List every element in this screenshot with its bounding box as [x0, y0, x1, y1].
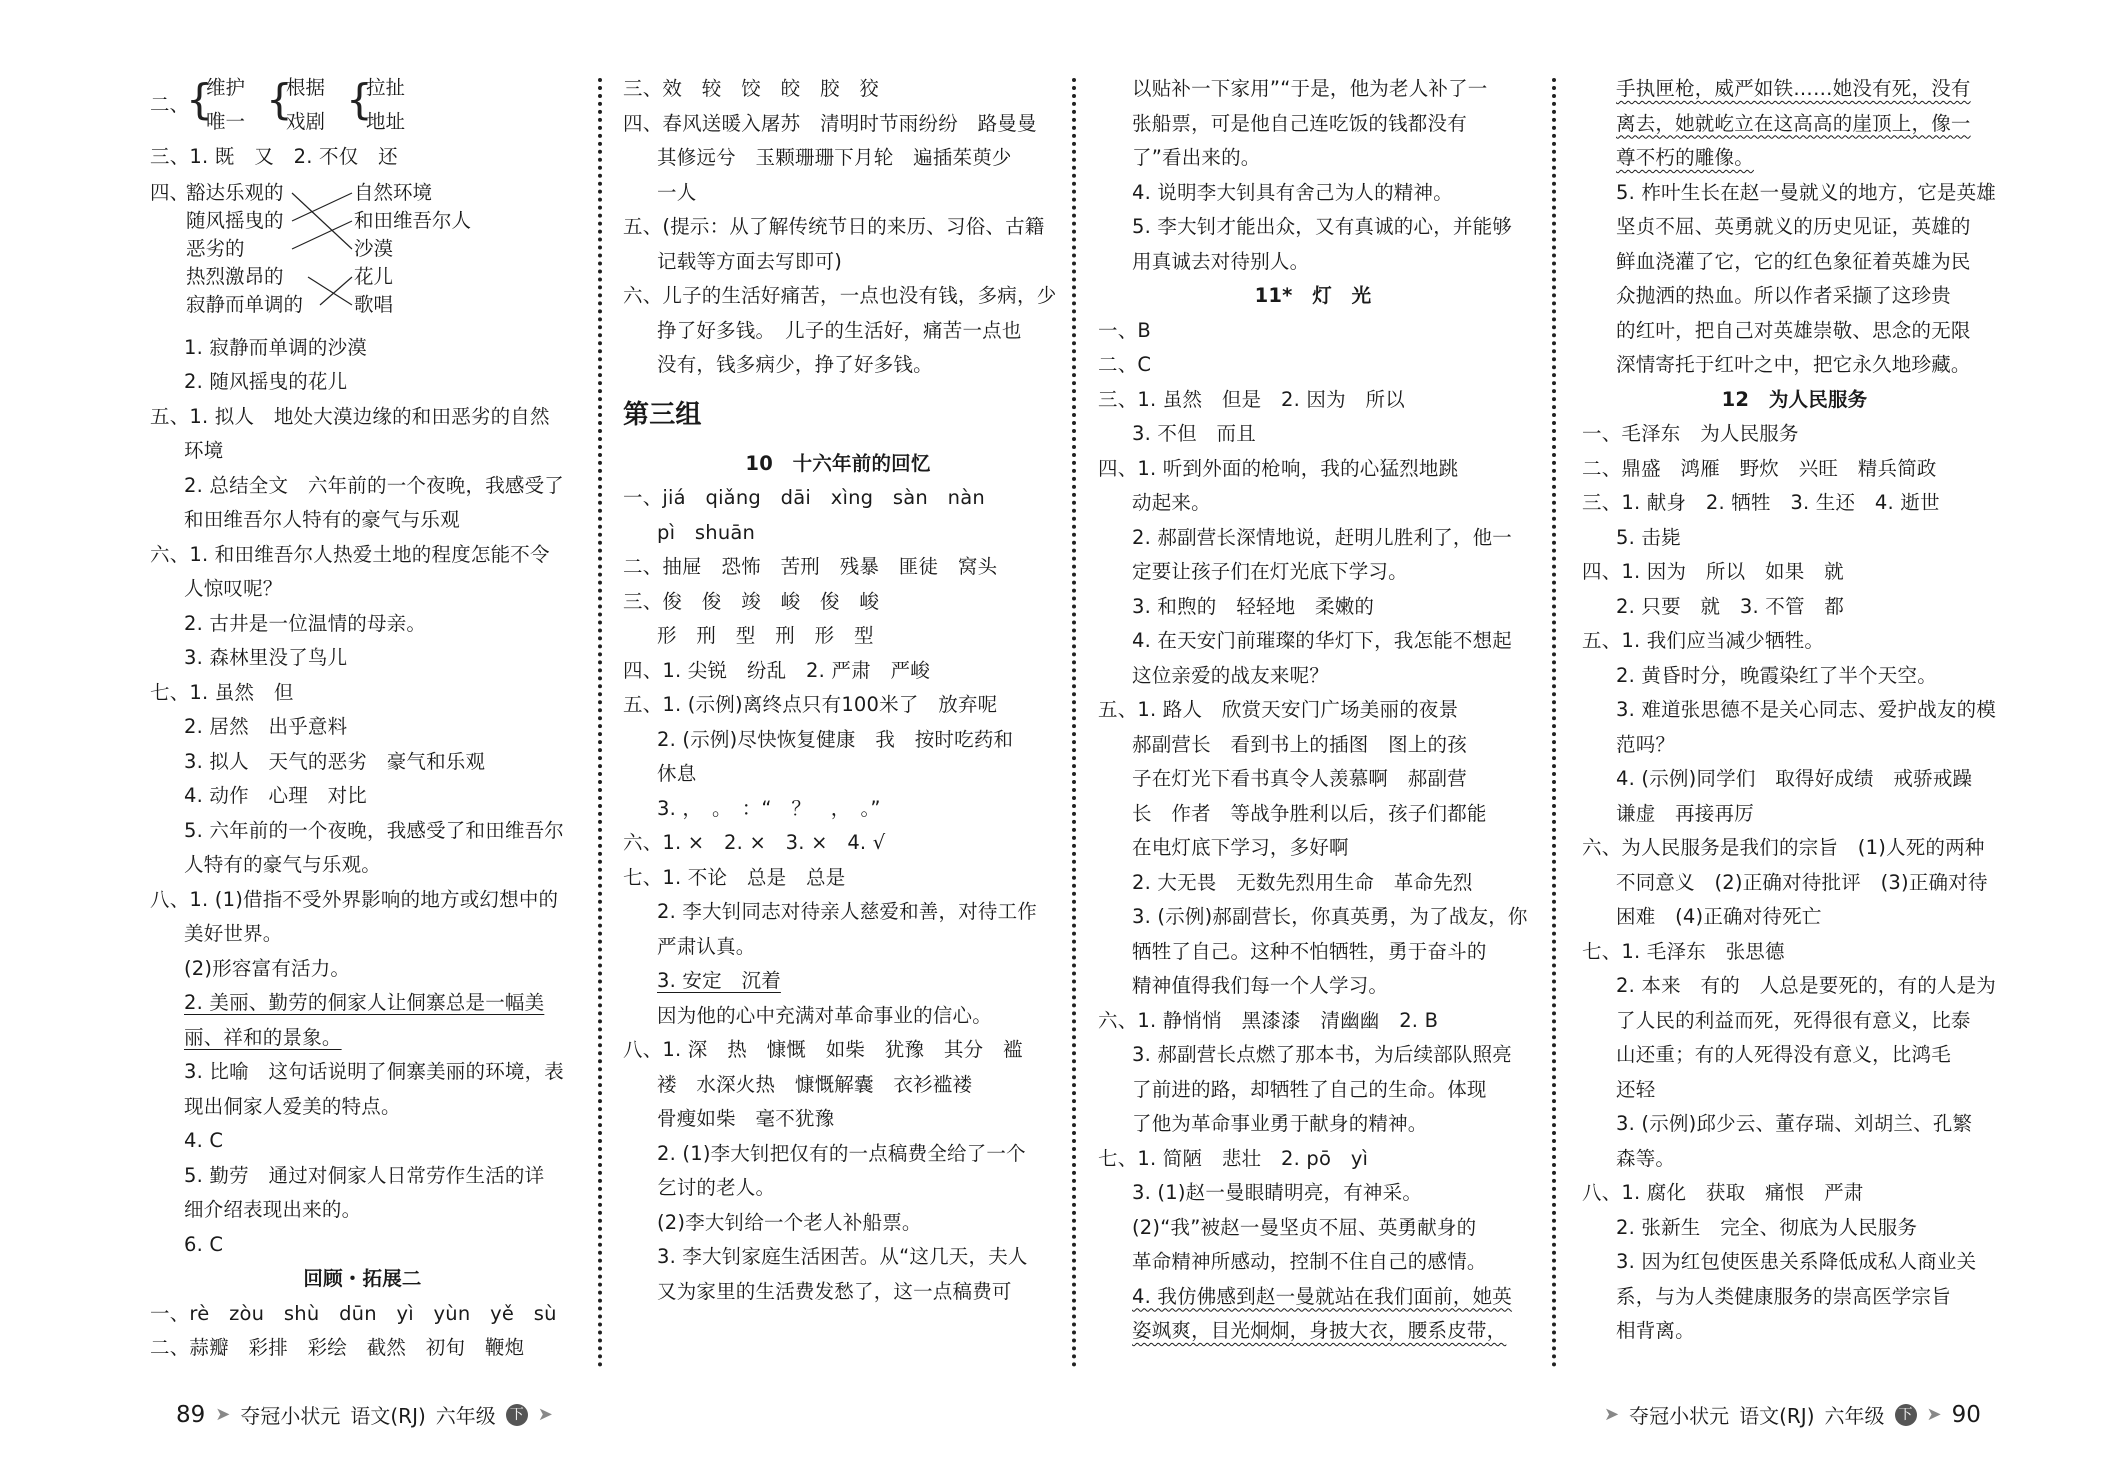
col4-lines	[1582, 72, 2007, 1349]
col3-lines	[1098, 72, 1528, 1349]
answer-line: 2. (示例)尽快恢复健康 我 按时吃药和	[657, 727, 1014, 751]
answer-line: 挣了好多钱。 儿子的生活好，痛苦一点也	[657, 318, 1022, 342]
answer-line: 革命精神所感动，控制不住自己的感情。	[1132, 1250, 1487, 1273]
column-1	[150, 72, 575, 1372]
column-divider-3	[1552, 78, 1556, 1368]
subject-right: 语文(RJ)	[1739, 1404, 1815, 1428]
answer-line: (2)“我”被赵一曼坚贞不屈、英勇献身的	[1132, 1215, 1477, 1239]
answer-line: 了前进的路，却牺牲了自己的生命。体现	[1132, 1077, 1487, 1101]
answer-line: 精神值得我们每一个人学习。	[1132, 974, 1389, 997]
answer-line: 因为他的心中充满对革命事业的信心。	[657, 1003, 992, 1027]
underlined-answer: 2. 美丽、勤劳的侗家人让侗寨总是一幅美	[184, 991, 545, 1014]
grade-left: 六年级	[435, 1404, 496, 1428]
answer-line: 4. C	[184, 1129, 224, 1152]
column-2	[623, 72, 1057, 1372]
answer-line: 以贴补一下家用”“于是，他为老人补了一	[1132, 77, 1488, 100]
answer-line: 三、俊 俊 竣 峻 俊 峻	[623, 589, 880, 613]
answer-line: 4. 说明李大钊具有舍己为人的精神。	[1132, 180, 1453, 204]
answer-line: 七、1. 简陋 悲壮 2. pō yì	[1098, 1146, 1369, 1170]
answer-line: 4. 在天安门前璀璨的华灯下，我怎能不想起	[1132, 629, 1513, 652]
matching-lines	[150, 175, 410, 331]
answer-line: 五、1. 拟人 地处大漠边缘的和田恶劣的自然	[150, 404, 550, 428]
answer-line: 骨瘦如柴 毫不犹豫	[657, 1107, 835, 1130]
answer-line: 乞讨的老人。	[657, 1176, 776, 1199]
answer-line: 长 作者 等战争胜利以后，孩子们都能	[1132, 801, 1487, 825]
answer-line: 2. (1)李大钊把仅有的一点稿费全给了一个	[657, 1141, 1026, 1165]
lesson-title: 12 为人民服务	[1721, 387, 1868, 411]
answer-line	[150, 986, 575, 1021]
answer-line: 又为家里的生活费发愁了，这一点稿费可	[657, 1279, 1012, 1303]
answer-line: 记载等方面去写即可)	[657, 249, 843, 273]
brace-1: {	[186, 75, 213, 124]
answer-line: 了”看出来的。	[1132, 146, 1261, 169]
match-left-1: 豁达乐观的	[186, 180, 284, 204]
answer-line: 3. 和煦的 轻轻地 柔嫩的	[1132, 594, 1375, 618]
answer-line: 相背离。	[1616, 1319, 1695, 1342]
brace-2: {	[266, 75, 293, 124]
underlined-answer: 丽、祥和的景象。	[184, 1025, 342, 1049]
answer-line: 六、1. 和田维吾尔人热爱土地的程度怎能不令	[150, 542, 550, 566]
q4-label: 四、	[150, 180, 190, 204]
answer-line: 形 刑 型 刑 形 型	[657, 624, 874, 647]
answer-line: 七、1. 毛泽东 张思德	[1582, 939, 1785, 963]
answer-line: 森等。	[1616, 1146, 1676, 1170]
q2-word-a: 维护	[206, 76, 246, 99]
brace-3: {	[346, 75, 373, 124]
answer-line: 六、1. 静悄悄 黑漆漆 清幽幽 2. B	[1098, 1008, 1439, 1032]
answer-line: 5. 李大钊才能出众，又有真诚的心，并能够	[1132, 215, 1513, 238]
answer-line: 坚贞不屈、英勇就义的历史见证，英雄的	[1616, 215, 1971, 238]
answer-line: 1. 寂静而单调的沙漠	[184, 335, 368, 359]
answer-line: 鲜血浇灌了它，它的红色象征着英雄为民	[1616, 249, 1971, 273]
lesson-title: 11* 灯 光	[1254, 284, 1372, 307]
answer-line: 七、1. 不论 总是 总是	[623, 865, 846, 889]
answer-line: 环境	[184, 439, 224, 462]
answer-line: 山还重；有的人死得没有意义，比鸿毛	[1616, 1043, 1951, 1066]
answer-line: 动起来。	[1132, 491, 1211, 514]
answer-line: 3. 比喻 这句话说明了侗寨美丽的环境，表	[184, 1060, 565, 1083]
answer-line: 美好世界。	[184, 922, 283, 945]
q2-word-c: 根据	[286, 76, 326, 99]
answer-line: 一人	[657, 180, 697, 204]
answer-line: 一、B	[1098, 318, 1151, 342]
match-right-5: 歌唱	[354, 292, 394, 316]
answer-line: 四、1. 听到外面的枪响，我的心猛烈地跳	[1098, 456, 1459, 480]
lesson-title: 10 十六年前的回忆	[745, 451, 931, 475]
answer-line: 三、1. 虽然 但是 2. 因为 所以	[1098, 387, 1405, 411]
chevron-right-icon: ➤	[1604, 1404, 1620, 1425]
page-number-right: 90	[1951, 1401, 1981, 1428]
answer-line: 子在灯光下看书真令人羡慕啊 郝副营	[1132, 767, 1467, 790]
answer-line: 七、1. 虽然 但	[150, 680, 294, 704]
answer-line: 2. 黄昏时分，晚霞染红了半个天空。	[1616, 663, 1937, 687]
match-right-2: 和田维吾尔人	[354, 208, 472, 232]
answer-line: 的红叶，把自己对英雄崇敬、思念的无限	[1616, 318, 1971, 342]
q2-word-b: 唯一	[206, 110, 246, 133]
answer-line: 还轻	[1616, 1077, 1656, 1101]
answer-line: 了他为革命事业勇于献身的精神。	[1132, 1112, 1428, 1135]
answer-line: 3. 李大钊家庭生活困苦。从“这几天，夫人	[657, 1245, 1028, 1268]
column-3	[1098, 72, 1528, 1372]
answer-line: 5. 勤劳 通过对侗家人日常劳作生活的详	[184, 1163, 545, 1187]
answer-line: 2. 古井是一位温情的母亲。	[184, 611, 427, 635]
answer-line: 在电灯底下学习，多好啊	[1132, 836, 1349, 859]
answer-line: 2. 大无畏 无数先烈用生命 革命先烈	[1132, 870, 1473, 894]
term-badge-right: 下	[1895, 1404, 1917, 1426]
answer-line: 2. 随风摇曳的花儿	[184, 370, 348, 393]
chevron-right-icon: ➤	[537, 1404, 553, 1425]
group-heading: 第三组	[623, 399, 702, 430]
answer-line: 人惊叹呢？	[184, 577, 283, 600]
underlined-answer: 3. 安定 沉着	[657, 969, 781, 992]
subject-left: 语文(RJ)	[350, 1404, 426, 1428]
answer-line: 张船票，可是他自己连吃饭的钱都没有	[1132, 111, 1467, 135]
answer-line: 褛 水深火热 慷慨解囊 衣衫褴褛	[657, 1072, 973, 1096]
q2-word-d: 戏剧	[286, 110, 326, 133]
answer-line	[150, 1021, 575, 1056]
answer-line: 困难 (4)正确对待死亡	[1616, 905, 1822, 928]
answer-line: 这位亲爱的战友来呢？	[1132, 663, 1330, 687]
answer-line: 5. 柞叶生长在赵一曼就义的地方，它是英雄	[1616, 180, 1997, 204]
answer-line: 众抛洒的热血。所以作者采撷了这珍贵	[1616, 284, 1951, 307]
footer-left	[176, 1400, 553, 1429]
answer-line: 3. 难道张思德不是关心同志、爱护战友的模	[1616, 698, 1997, 721]
column-divider-2	[1072, 78, 1076, 1368]
answer-line: 五、1. 路人 欣赏天安门广场美丽的夜景	[1098, 698, 1459, 721]
answer-line: 二、蒜瓣 彩排 彩绘 截然 初旬 鞭炮	[150, 1336, 525, 1359]
q2-brace-block	[150, 72, 575, 138]
answer-line: 三、效 较 饺 皎 胶 狡	[623, 77, 880, 100]
answer-line: 2. 总结全文 六年前的一个夜晚，我感受了	[184, 473, 565, 497]
answer-line: 3. (示例)邱少云、董存瑞、刘胡兰、孔繁	[1616, 1112, 1973, 1135]
answer-line: 2. 本来 有的 人总是要死的，有的人是为	[1616, 974, 1997, 997]
answer-line: 3. 拟人 天气的恶劣 豪气和乐观	[184, 749, 486, 773]
answer-line: 休息	[657, 762, 697, 785]
footer-right	[1604, 1400, 1981, 1429]
lesson-title: 回顾・拓展二	[303, 1267, 422, 1290]
answer-line: 郝副营长 看到书上的插图 图上的孩	[1132, 732, 1467, 756]
answer-line: 6. C	[184, 1232, 224, 1256]
q4-matching	[150, 175, 575, 331]
answer-line: 六、1. × 2. × 3. × 4. √	[623, 831, 886, 854]
answer-line: 2. 居然 出乎意料	[184, 715, 348, 738]
answer-line: 八、1. 腐化 获取 痛恨 严肃	[1582, 1181, 1864, 1204]
answer-line: 4. 动作 心理 对比	[184, 784, 368, 807]
wavy-underlined-answer: 手执匣枪，威严如铁……她没有死，没有	[1616, 77, 1971, 100]
match-left-3: 恶劣的	[186, 236, 245, 260]
answer-line: 3. 不但 而且	[1132, 422, 1256, 445]
answer-line: 二、C	[1098, 353, 1152, 376]
answer-line: 没有，钱多病少，挣了好多钱。	[657, 353, 933, 376]
match-right-1: 自然环境	[354, 180, 433, 204]
answer-line: 范吗？	[1616, 732, 1676, 756]
answer-line: (2)形容富有活力。	[184, 956, 351, 980]
answer-line: 深情寄托于红叶之中，把它永久地珍藏。	[1616, 353, 1971, 376]
chevron-right-icon: ➤	[1926, 1404, 1942, 1425]
answer-line: 2. 张新生 完全、彻底为人民服务	[1616, 1215, 1918, 1239]
answer-line: 细介绍表现出来的。	[184, 1198, 362, 1221]
page-number-left: 89	[176, 1401, 206, 1428]
answer-line: 5. 击毙	[1616, 525, 1681, 549]
wavy-underlined-answer: 姿飒爽，目光炯炯，身披大衣，腰系皮带，	[1132, 1319, 1507, 1342]
match-right-4: 花儿	[354, 264, 394, 288]
column-divider-1	[598, 78, 602, 1368]
answer-line: 4. (示例)同学们 取得好成绩 戒骄戒躁	[1616, 767, 1973, 790]
answer-line: 2. 只要 就 3. 不管 都	[1616, 594, 1845, 618]
answer-line: 八、1. 深 热 慷慨 如柴 犹豫 其分 褴	[623, 1038, 1023, 1061]
answer-line: (2)李大钊给一个老人补船票。	[657, 1210, 922, 1234]
answer-line: 五、1. (示例)离终点只有100米了 放弃呢	[623, 693, 998, 716]
answer-line: 八、1. (1)借指不受外界影响的地方或幻想中的	[150, 887, 559, 911]
match-left-4: 热烈激昂的	[186, 264, 284, 288]
answer-line: 人特有的豪气与乐观。	[184, 853, 382, 876]
answer-line: 现出侗家人爱美的特点。	[184, 1094, 401, 1118]
answer-line: 3. 因为红包使医患关系降低成私人商业关	[1616, 1250, 1977, 1273]
chevron-right-icon: ➤	[215, 1404, 231, 1425]
answer-line: 不同意义 (2)正确对待批评 (3)正确对待	[1616, 870, 1988, 894]
answer-line: 四、1. 因为 所以 如果 就	[1582, 560, 1844, 583]
answer-line	[1582, 141, 2007, 176]
grade-right: 六年级	[1824, 1404, 1885, 1428]
answer-line: 三、1. 献身 2. 牺牲 3. 生还 4. 逝世	[1582, 491, 1940, 514]
match-left-2: 随风摇曳的	[186, 208, 284, 232]
answer-line	[1582, 72, 2007, 107]
answer-line: 严肃认真。	[657, 934, 756, 958]
answer-line: 一、rè zòu shù dūn yì yùn yě sù	[150, 1301, 557, 1325]
answer-line: 一、毛泽东 为人民服务	[1582, 422, 1799, 445]
answer-line: 五、(提示：从了解传统节日的来历、习俗、古籍	[623, 215, 1045, 238]
answer-line: 3. (1)赵一曼眼睛明亮，有神采。	[1132, 1181, 1423, 1204]
column-4	[1582, 72, 2007, 1372]
answer-line: 系，与为人类健康服务的崇高医学宗旨	[1616, 1284, 1951, 1308]
answer-line: 五、1. 我们应当减少牺牲。	[1582, 629, 1825, 652]
term-badge-left: 下	[506, 1404, 528, 1426]
answer-line: pì shuān	[657, 520, 756, 544]
answer-line: 2. 郝副营长深情地说，赶明儿胜利了，他一	[1132, 525, 1513, 549]
wavy-underlined-answer: 4. 我仿佛感到赵一曼就站在我们面前，她英	[1132, 1284, 1513, 1308]
q2-label: 二、	[150, 93, 190, 116]
answer-line: 定要让孩子们在灯光底下学习。	[1132, 560, 1408, 583]
answer-line: 二、抽屉 恐怖 苦刑 残暴 匪徒 窝头	[623, 555, 998, 578]
answer-line: 其修远兮 玉颗珊珊下月轮 遍插茱萸少	[657, 146, 1012, 169]
answer-line: 六、为人民服务是我们的宗旨 (1)人死的两种	[1582, 836, 1985, 859]
answer-line	[1098, 1280, 1528, 1315]
answer-line: 四、春风送暖入屠苏 清明时节雨纷纷 路曼曼	[623, 111, 1037, 135]
answer-line: 牺牲了自己。这种不怕牺牲，勇于奋斗的	[1132, 939, 1487, 963]
answer-line: 和田维吾尔人特有的豪气与乐观	[184, 508, 460, 531]
answer-line: 六、儿子的生活好痛苦，一点也没有钱，多病，少	[623, 284, 1057, 307]
q3-answer: 三、1. 既 又 2. 不仅 还	[150, 145, 398, 168]
answer-line: 谦虚 再接再厉	[1616, 801, 1754, 825]
answer-line: 一、jiá qiǎng dāi xìng sàn nàn	[623, 486, 985, 509]
answer-line: 5. 六年前的一个夜晚，我感受了和田维吾尔	[184, 818, 565, 842]
answer-line	[623, 964, 1053, 999]
answer-line: 2. 李大钊同志对待亲人慈爱和善，对待工作	[657, 900, 1038, 923]
answer-line: 二、鼎盛 鸿雁 野炊 兴旺 精兵简政	[1582, 456, 1937, 480]
col2-lines	[623, 72, 1057, 1309]
answer-line: 3. 森林里没了鸟儿	[184, 646, 348, 669]
q2-word-f: 地址	[366, 110, 406, 133]
answer-line: 四、1. 尖锐 纷乱 2. 严肃 严峻	[623, 658, 930, 682]
col1-lines	[150, 331, 575, 1366]
match-right-3: 沙漠	[354, 236, 394, 260]
answer-line	[1098, 1314, 1528, 1349]
brand-right: 夺冠小状元	[1629, 1404, 1730, 1428]
wavy-underlined-answer: 离去，她就屹立在这高高的崖顶上，像一	[1616, 111, 1971, 135]
wavy-underlined-answer: 尊不朽的雕像。	[1616, 146, 1754, 169]
answer-line: 了人民的利益而死，死得很有意义，比泰	[1616, 1008, 1971, 1032]
brand-left: 夺冠小状元	[240, 1404, 341, 1428]
answer-line: 3. (示例)郝副营长，你真英勇，为了战友，你	[1132, 905, 1528, 928]
match-left-5: 寂静而单调的	[186, 292, 304, 316]
answer-line: 3. ， 。 ：“ ？ ， 。”	[657, 796, 881, 820]
answer-line: 3. 郝副营长点燃了那本书，为后续部队照亮	[1132, 1043, 1513, 1066]
q2-word-e: 拉扯	[366, 76, 406, 99]
answer-line	[1582, 107, 2007, 142]
answer-line: 用真诚去对待别人。	[1132, 249, 1310, 273]
